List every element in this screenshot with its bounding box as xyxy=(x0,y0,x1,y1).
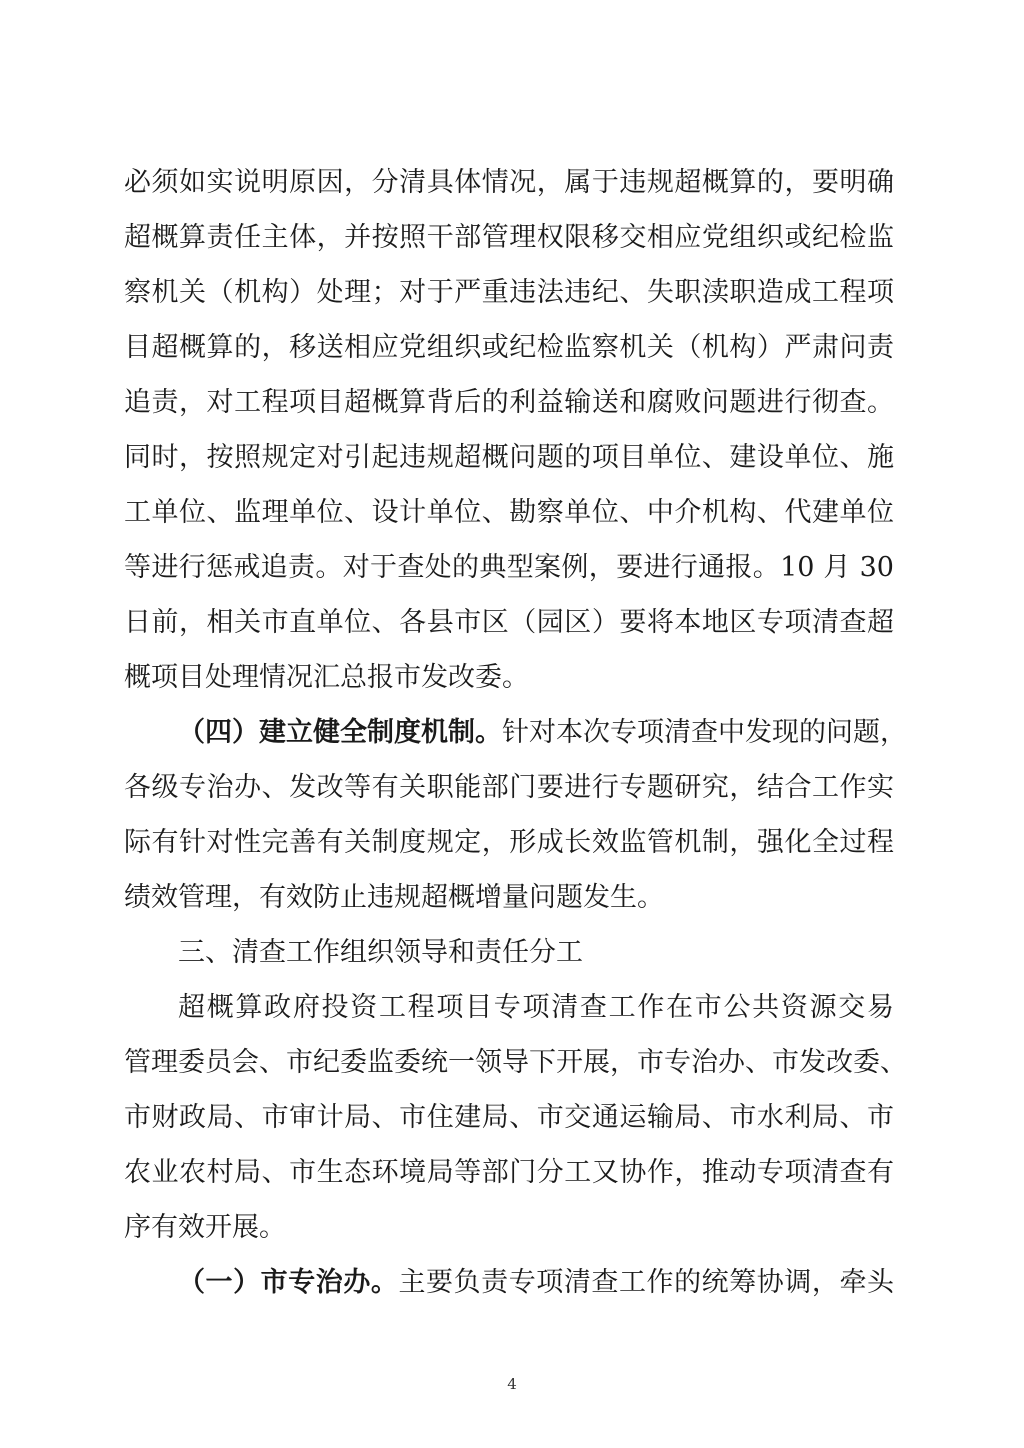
body-line: 际有针对性完善有关制度规定，形成长效监管机制，强化全过程 xyxy=(124,827,894,858)
body-line: 目超概算的，移送相应党组织或纪检监察机关（机构）严肃问责 xyxy=(124,332,894,363)
section-four-lead: （四）建立健全制度机制。 xyxy=(178,717,502,748)
body-line: 农业农村局、市生态环境局等部门分工又协作，推动专项清查有 xyxy=(124,1157,894,1188)
section-four-first-line xyxy=(178,713,907,753)
body-line: 察机关（机构）处理；对于严重违法违纪、失职渎职造成工程项 xyxy=(124,277,894,308)
body-line: 工单位、监理单位、设计单位、勘察单位、中介机构、代建单位 xyxy=(124,497,894,528)
body-line: 日前，相关市直单位、各县市区（园区）要将本地区专项清查超 xyxy=(124,607,894,638)
body-line: 超概算政府投资工程项目专项清查工作在市公共资源交易 xyxy=(178,992,894,1023)
body-line: 追责，对工程项目超概算背后的利益输送和腐败问题进行彻查。 xyxy=(124,387,894,418)
body-line: 等进行惩戒追责。对于查处的典型案例，要进行通报。10 月 30 xyxy=(124,552,894,583)
body-line: 各级专治办、发改等有关职能部门要进行专题研究，结合工作实 xyxy=(124,772,894,803)
body-line: 超概算责任主体，并按照干部管理权限移交相应党组织或纪检监 xyxy=(124,222,894,253)
body-line: 必须如实说明原因，分清具体情况，属于违规超概算的，要明确 xyxy=(124,167,894,198)
section-four-text: 针对本次专项清查中发现的问题， xyxy=(502,717,907,748)
section-one-text: 主要负责专项清查工作的统筹协调，牵头 xyxy=(398,1267,895,1298)
body-line: 同时，按照规定对引起违规超概问题的项目单位、建设单位、施 xyxy=(124,442,894,473)
page-number: 4 xyxy=(507,1375,517,1393)
section-one-lead: （一）市专治办。 xyxy=(178,1267,399,1298)
body-line: 序有效开展。 xyxy=(124,1212,286,1243)
body-line: 市财政局、市审计局、市住建局、市交通运输局、市水利局、市 xyxy=(124,1102,894,1133)
body-line: 管理委员会、市纪委监委统一领导下开展，市专治办、市发改委、 xyxy=(124,1047,907,1078)
body-line: 概项目处理情况汇总报市发改委。 xyxy=(124,662,529,693)
section-one-first-line xyxy=(178,1263,894,1303)
body-line: 绩效管理，有效防止违规超概增量问题发生。 xyxy=(124,882,664,913)
section-heading: 三、清查工作组织领导和责任分工 xyxy=(178,937,583,968)
